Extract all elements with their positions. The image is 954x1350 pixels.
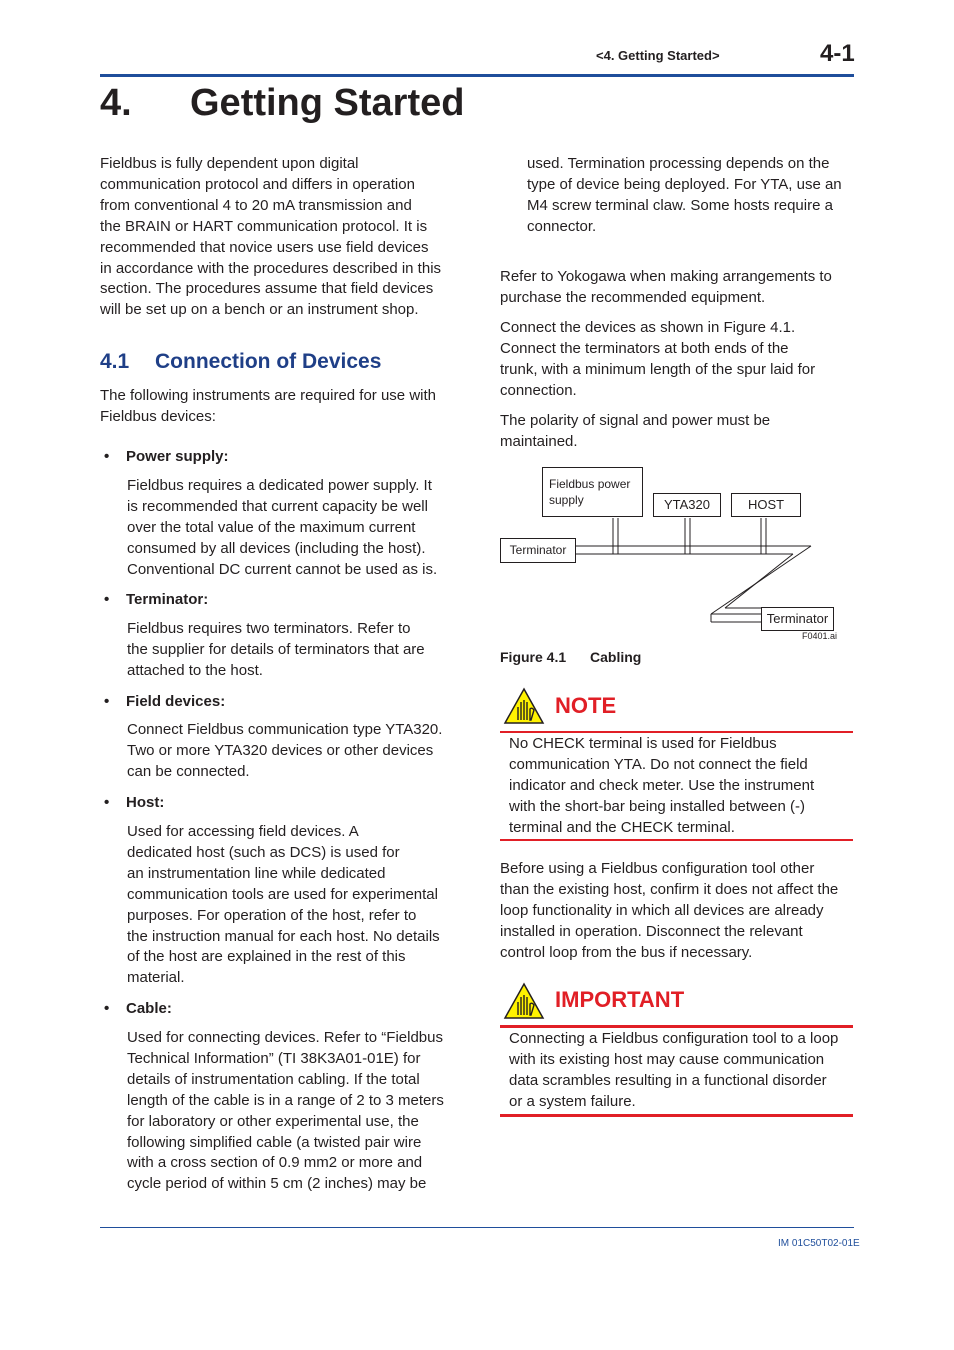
- chapter-title: Getting Started: [190, 82, 465, 124]
- diagonal-wire-lower: [725, 554, 793, 608]
- bullet-icon: •: [104, 693, 110, 710]
- running-header: <4. Getting Started>: [596, 48, 720, 63]
- footer-rule: [100, 1227, 854, 1228]
- polarity-paragraph: The polarity of signal and power must be maintained.: [500, 412, 771, 450]
- item-body-cable: Used for connecting devices. Refer to “Fieldbus Technical Information” (TI 38K3A01-01E) for details of instrumentation cabling. If the total length of the cable is in a range of 2 to 3 meters for laboratory or other experimental use, the following simplified cable (a twisted pair wire with a cross section of 0.9 mm2 or more and cycle period of within 5 cm (2 inches) may be: [127, 1029, 444, 1193]
- header-rule: [100, 74, 854, 77]
- section-heading: [100, 350, 381, 374]
- item-label-field-devices: • Field devices:: [104, 693, 226, 710]
- figure-file-code: F0401.ai: [802, 631, 838, 641]
- yokogawa-paragraph: Refer to Yokogawa when making arrangements to purchase the recommended equipment.: [500, 268, 832, 306]
- connect-paragraph: Connect the devices as shown in Figure 4.1. Connect the terminators at both ends of the trunk, with a minimum length of the spur laid for connection.: [500, 319, 816, 399]
- item-body-host: Used for accessing field devices. A dedicated host (such as DCS) is used for an instrumentation line while dedicated communication tools are used for experimental purposes. For operation of the host, refer to the instruction manual for each host. No details of the host are explained in the rest of this material.: [127, 823, 440, 987]
- item-body-cable-continued: used. Termination processing depends on the type of device being deployed. For YTA, use an M4 screw terminal claw. Some hosts require a connector.: [527, 155, 842, 235]
- note-body: No CHECK terminal is used for Fieldbus communication YTA. Do not connect the field indicator and check meter. Use the instrument with the short-bar being installed between (-) terminal and the CHECK terminal.: [509, 735, 815, 836]
- item-body-power-supply: Fieldbus requires a dedicated power supply. It is recommended that current capacity be well over the total value of the maximum current consumed by all devices (including the host). Conventional DC current cannot be used as is.: [127, 477, 438, 578]
- configuration-paragraph: Before using a Fieldbus configuration tool other than the existing host, confirm it does not affect the loop functionality in which all devices are already installed in operation. Disconnect the relevant control loop from the bus if necessary.: [500, 860, 839, 961]
- section-title: Connection of Devices: [155, 350, 382, 373]
- intro-paragraph: Fieldbus is fully dependent upon digital communication protocol and differs in operation from conventional 4 to 20 mA transmission and the BRAIN or HART communication protocol. It is recommended that novice users use field devices in accordance with the procedures described in this section. The procedures assume that field devices will be set up on a bench or an instrument shop.: [100, 155, 442, 319]
- figure-title: Cabling: [590, 649, 642, 665]
- page-number: 4-1: [820, 40, 855, 67]
- important-top-rule: [500, 1025, 853, 1028]
- item-label-host: • Host:: [104, 794, 165, 811]
- section-intro: The following instruments are required for use with Fieldbus devices:: [100, 387, 436, 425]
- yta320-box: YTA320: [653, 493, 721, 517]
- item-body-field-devices: Connect Fieldbus communication type YTA320. Two or more YTA320 devices or other devices can be connected.: [127, 721, 443, 780]
- figure-number: Figure 4.1: [500, 649, 567, 665]
- item-label-cable: • Cable:: [104, 1000, 172, 1017]
- bullet-icon: •: [104, 1000, 110, 1017]
- terminator-box-right: Terminator: [761, 607, 834, 631]
- terminator-box-left: Terminator: [500, 538, 576, 563]
- important-hand-icon: [503, 982, 545, 1020]
- host-box: HOST: [731, 493, 801, 517]
- item-label-power-supply: • Power supply:: [104, 448, 229, 465]
- bullet-icon: •: [104, 794, 110, 811]
- important-body: Connecting a Fieldbus configuration tool to a loop with its existing host may cause communication data scrambles resulting in a functional disorder or a system failure.: [509, 1030, 839, 1110]
- item-body-terminator: Fieldbus requires two terminators. Refer to the supplier for details of terminators that are attached to the host.: [127, 620, 425, 679]
- bullet-icon: •: [104, 591, 110, 608]
- power-supply-box: Fieldbus power supply: [542, 467, 643, 517]
- note-bottom-rule: [500, 839, 853, 841]
- document-code: IM 01C50T02-01E: [778, 1238, 860, 1249]
- item-label-terminator: • Terminator:: [104, 591, 209, 608]
- figure-caption: [500, 649, 641, 665]
- chapter-number: 4.: [100, 82, 132, 124]
- section-number: 4.1: [100, 350, 130, 373]
- note-title: NOTE: [555, 693, 617, 718]
- important-bottom-rule: [500, 1114, 853, 1117]
- bullet-icon: •: [104, 448, 110, 465]
- note-hand-icon: [503, 687, 545, 725]
- important-title: IMPORTANT: [555, 987, 685, 1012]
- note-top-rule: [500, 731, 853, 733]
